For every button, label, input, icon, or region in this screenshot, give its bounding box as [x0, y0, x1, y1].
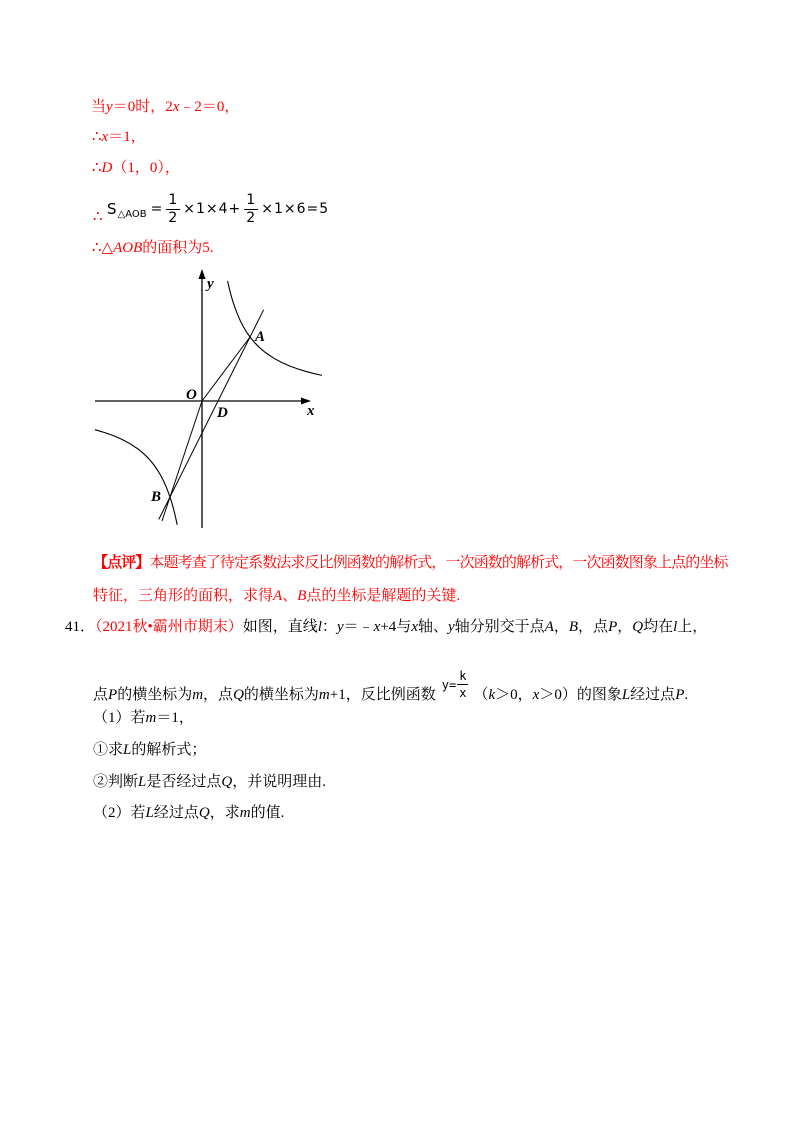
text-run: ＝1，: [156, 710, 194, 726]
math-variable: y: [448, 619, 455, 635]
question-part-1b: [93, 773, 326, 791]
text-run: 、: [282, 588, 298, 604]
math-variable: A: [544, 619, 554, 635]
line-oa: [202, 337, 250, 401]
solution-line-area-result: [92, 239, 214, 257]
text-run: 是否经过点: [146, 774, 222, 790]
text-run: ，求: [209, 805, 240, 821]
math-variable: B: [297, 588, 307, 604]
x-axis-label: x: [307, 403, 315, 419]
math-variable: D: [101, 160, 113, 176]
fraction-denominator: 2: [246, 209, 257, 226]
hyperbola-lower-branch: [95, 430, 177, 525]
text-run: ＝﹣: [343, 619, 374, 635]
math-variable: P: [608, 619, 618, 635]
point-a-label: A: [255, 329, 266, 345]
question-number: 41．: [65, 619, 96, 635]
text-run: ﹣2＝0，: [179, 99, 240, 115]
math-variable: x: [411, 619, 418, 635]
math-variable: x: [101, 129, 109, 145]
comment-line-1: [93, 554, 728, 572]
text-run: 的面积为5.: [142, 240, 214, 256]
text-run: 特征，三角形的面积，求得: [93, 588, 274, 604]
math-variable: AOB: [113, 240, 143, 256]
math-variable: x: [172, 99, 180, 115]
text-run: .: [684, 686, 689, 703]
question-part-1a: [93, 741, 206, 759]
text-run: （1，0），: [112, 160, 180, 176]
line-ab: [159, 310, 264, 520]
text-run: ②判断: [93, 774, 139, 790]
math-variable: y: [336, 619, 344, 635]
math-variable: P: [108, 686, 118, 703]
math-variable: L: [145, 805, 154, 821]
text-run: ：: [321, 619, 337, 635]
fraction-numerator: 1: [246, 191, 257, 208]
text-run: ，: [617, 619, 633, 635]
formula-fraction: [457, 670, 468, 699]
formula-middle-term: ×1×4+: [183, 201, 242, 217]
area-symbol: S: [107, 200, 118, 218]
text-run: （1）若: [93, 710, 146, 726]
question-line-2: [93, 669, 689, 703]
math-variable: l: [673, 619, 678, 635]
math-variable: m: [239, 805, 251, 821]
equals-sign: =: [150, 201, 164, 217]
text-run: ＝1，: [108, 129, 146, 145]
math-variable: Q: [233, 686, 244, 703]
text-run: ∴: [92, 160, 102, 176]
point-d-label: D: [217, 405, 228, 421]
fraction-denominator: x: [459, 686, 467, 700]
comment-line-2: [93, 587, 460, 605]
text-run: ∴: [92, 129, 102, 145]
solution-line-point-d: [92, 159, 180, 177]
comment-tag: 【点评】: [93, 555, 150, 571]
text-run: 的解析式；: [131, 742, 207, 758]
question-source: （2021秋•霸州市期末）: [95, 619, 243, 635]
text-run: ＝0时，2: [112, 99, 173, 115]
math-variable: k: [488, 686, 496, 703]
question-part-2: [93, 804, 284, 822]
text-run: 点的坐标是解题的关键.: [306, 588, 461, 604]
text-run: 本题考查了待定系数法求反比例函数的解析式，一次函数的解析式，一次函数图象上点的坐标: [149, 555, 728, 571]
text-run: （2）若: [93, 805, 146, 821]
fraction-denominator: 2: [168, 209, 179, 226]
text-run: ＞0）的图象: [539, 686, 622, 703]
text-run: 轴分别交于点: [454, 619, 545, 635]
text-run: （: [473, 686, 489, 703]
text-run: ∴△: [92, 240, 114, 256]
fraction-one-half: [244, 193, 258, 226]
solution-line-y-zero: [91, 98, 239, 116]
solution-line-x-value: [92, 128, 146, 146]
math-variable: m: [318, 686, 330, 703]
math-variable: Q: [221, 774, 233, 790]
text-run: ＞0，: [495, 686, 533, 703]
text-run: 如图，直线: [242, 619, 318, 635]
y-axis-arrow-icon: [199, 269, 206, 279]
math-variable: P: [675, 686, 685, 703]
formula-tail-term: ×1×6=5: [261, 201, 330, 217]
formula-equals: =: [448, 677, 457, 692]
text-run: 当: [91, 99, 107, 115]
text-run: ，点: [203, 686, 234, 703]
origin-label: O: [186, 387, 197, 403]
math-variable: B: [568, 619, 579, 635]
area-subscript: △AOB: [117, 208, 147, 220]
triangle-area-formula: [107, 189, 330, 229]
math-variable: x: [373, 619, 381, 635]
math-variable: A: [273, 588, 283, 604]
text-run: ，点: [578, 619, 609, 635]
text-run: ①求: [93, 742, 124, 758]
math-variable: x: [532, 686, 540, 703]
math-variable: L: [621, 686, 631, 703]
question-line-1: [65, 618, 707, 636]
text-run: 经过点: [630, 686, 676, 703]
text-run: 的值.: [250, 805, 285, 821]
formula-lhs: y: [441, 677, 449, 692]
math-variable: Q: [198, 805, 210, 821]
text-run: ，: [553, 619, 569, 635]
math-variable: L: [123, 742, 132, 758]
hyperbola-upper-branch: [228, 281, 322, 375]
fraction-numerator: 1: [168, 191, 179, 208]
inverse-proportion-formula: [442, 670, 469, 699]
math-variable: y: [106, 99, 113, 115]
fraction-numerator: k: [459, 669, 467, 683]
text-run: +1，反比例函数: [329, 686, 436, 703]
fraction-one-half: [166, 193, 180, 226]
text-run: +4与: [380, 619, 412, 635]
math-variable: l: [317, 619, 322, 635]
math-variable: m: [145, 710, 157, 726]
text-run: 均在: [643, 619, 674, 635]
text-run: ，并说明理由.: [232, 774, 326, 790]
math-variable: Q: [632, 619, 644, 635]
text-run: 轴、: [417, 619, 448, 635]
text-run: 经过点: [153, 805, 199, 821]
text-run: 上，: [677, 619, 708, 635]
therefore-symbol: ∴: [93, 209, 103, 225]
text-run: 点: [93, 686, 109, 703]
function-graph-figure: [90, 265, 330, 535]
question-part-1: [93, 709, 194, 727]
y-axis-label: y: [207, 276, 214, 292]
text-run: 的横坐标为: [117, 686, 193, 703]
line-ob: [162, 401, 202, 521]
math-variable: L: [138, 774, 147, 790]
text-run: 的横坐标为: [243, 686, 319, 703]
math-variable: m: [192, 686, 204, 703]
point-b-label: B: [151, 489, 162, 505]
